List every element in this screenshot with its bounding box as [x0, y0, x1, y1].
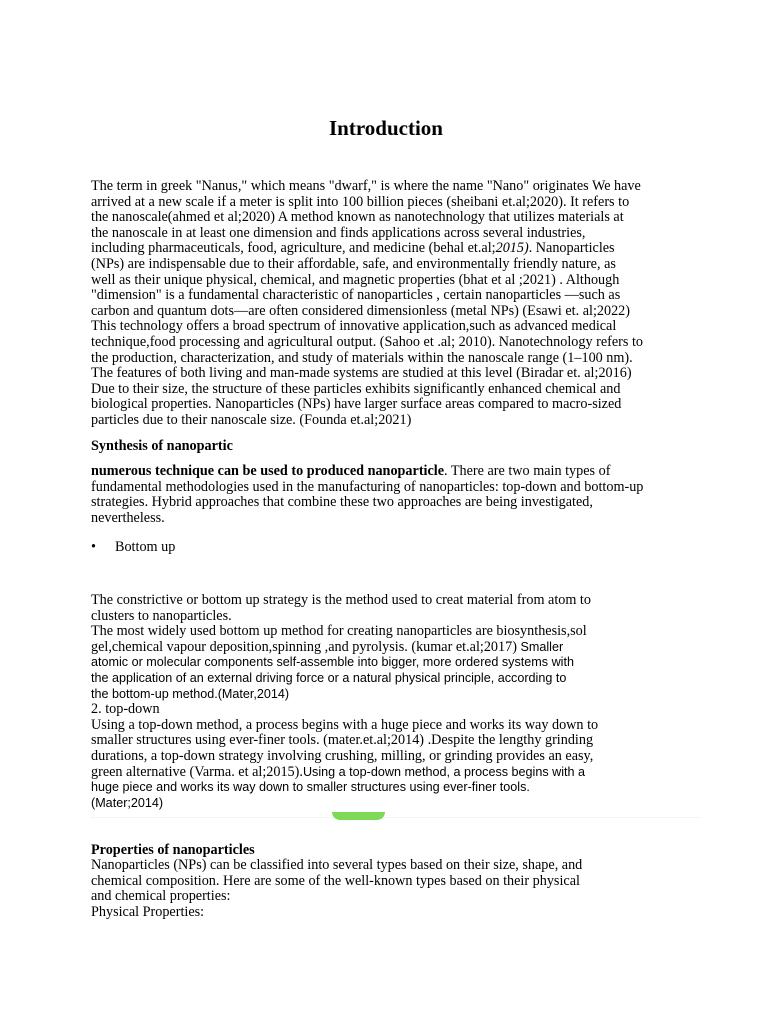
text-line: the application of an external driving force or a natural physical principle, according to [91, 670, 567, 685]
properties-heading: Properties of nanoparticles [91, 842, 255, 858]
text-line: huge piece and works its way down to smaller structures using ever-finer tools. [91, 780, 530, 795]
text-line [91, 241, 681, 257]
text-line: technique,food processing and agricultural output. (Sahoo et .al; 2010). Nanotechnology refers to [91, 333, 643, 350]
text-line: Physical Properties: [91, 903, 205, 920]
text-line: Due to their size, the structure of these particles exhibits significantly enhanced chemical and [91, 380, 621, 397]
text-line: carbon and quantum dots—are often considered dimensionless (metal NPs) (Esawi et. al;2022) [91, 302, 630, 319]
text-line: and chemical properties: [91, 888, 231, 905]
text-line: Using a top-down method, a process begins with a huge piece and works its way down to [91, 716, 599, 733]
citation-year-italic: 2015) [495, 240, 529, 257]
bullet-item-bottom-up [91, 539, 175, 555]
bullet-icon: • [91, 539, 96, 555]
text-line: durations, a top-down strategy involving crushing, milling, or grinding provides an easy, [91, 747, 594, 764]
text-line [91, 640, 681, 656]
text-line: fundamental methodologies used in the manufacturing of nanoparticles: top-down and bottom-up [91, 478, 644, 495]
green-highlight-mark [332, 812, 385, 820]
intro-paragraph [91, 179, 681, 429]
text-span: . There are two main types of [444, 463, 611, 479]
text-line: chemical composition. Here are some of the well-known types based on their physical [91, 872, 580, 889]
text-line: nevertheless. [91, 509, 165, 526]
dotted-divider [91, 817, 701, 819]
text-line: strategies. Hybrid approaches that combine these two approaches are being investigated, [91, 494, 593, 511]
text-line: the nanoscale(ahmed et al;2020) A method known as nanotechnology that utilizes materials at [91, 209, 624, 226]
text-line: atomic or molecular components self-assemble into bigger, more ordered systems with [91, 655, 574, 670]
bullet-label: Bottom up [115, 539, 176, 555]
text-line: The constrictive or bottom up strategy is the method used to creat material from atom to [91, 592, 591, 608]
text-line: arrived at a new scale if a meter is split into 100 billion pieces (sheibani et.al;2020). It refers to [91, 193, 630, 210]
text-line [91, 464, 681, 480]
text-line: "dimension" is a fundamental characteristic of nanoparticles , certain nanoparticles —such as [91, 287, 621, 304]
text-line [91, 765, 681, 781]
text-line: well as their unique physical, chemical, and magnetic properties (bhat et al ;2021) . Although [91, 271, 620, 288]
text-line: Nanoparticles (NPs) can be classified into several types based on their size, shape, and [91, 857, 583, 873]
text-line: The most widely used bottom up method for creating nanoparticles are biosynthesis,sol [91, 623, 587, 640]
text-line: smaller structures using ever-finer tools. (mater.et.al;2014) .Despite the lengthy grinding [91, 732, 594, 749]
text-line: This technology offers a broad spectrum of innovative application,such as advanced medical [91, 318, 617, 335]
topdown-label: 2. top-down [91, 701, 160, 718]
text-span-sans: Smaller [520, 639, 564, 654]
text-line: The term in greek "Nanus," which means "dwarf," is where the name "Nano" originates We have [91, 178, 641, 194]
text-span: gel,chemical vapour deposition,spinning ,and pyrolysis. (kumar et.al;2017) [91, 638, 521, 655]
page-title: Introduction [329, 116, 443, 140]
bottom-up-paragraph [91, 593, 681, 811]
text-line: the production, characterization, and study of materials within the nanoscale range (1–100 nm). [91, 349, 633, 366]
text-line: (NPs) are indispensable due to their affordable, safe, and environmentally friendly nature, as [91, 255, 616, 272]
text-span-sans: Using a top-down method, a process begins with a [302, 764, 586, 779]
text-span: . Nanoparticles [528, 240, 615, 257]
synthesis-heading: Synthesis of nanopartic [91, 438, 233, 454]
text-span: including pharmaceuticals, food, agriculture, and medicine (behal et.al; [91, 240, 496, 257]
text-line: clusters to nanoparticles. [91, 607, 232, 624]
text-line: the bottom-up method.(Mater,2014) [91, 686, 290, 701]
bold-lead: numerous technique can be used to produced nanoparticle [91, 463, 445, 479]
text-line: particles due to their nanoscale size. (Founda et.al;2021) [91, 411, 412, 428]
properties-paragraph [91, 858, 681, 920]
text-line: the nanoscale in at least one dimension and finds applications across several industries, [91, 224, 586, 241]
text-line: The features of both living and man-made systems are studied at this level (Biradar et. al;2016) [91, 365, 632, 382]
synthesis-paragraph [91, 464, 681, 526]
text-line: biological properties. Nanoparticles (NPs) have larger surface areas compared to macro-sized [91, 396, 622, 413]
text-line: (Mater;2014) [91, 795, 164, 810]
text-span: green alternative (Varma. et al;2015). [91, 763, 303, 780]
